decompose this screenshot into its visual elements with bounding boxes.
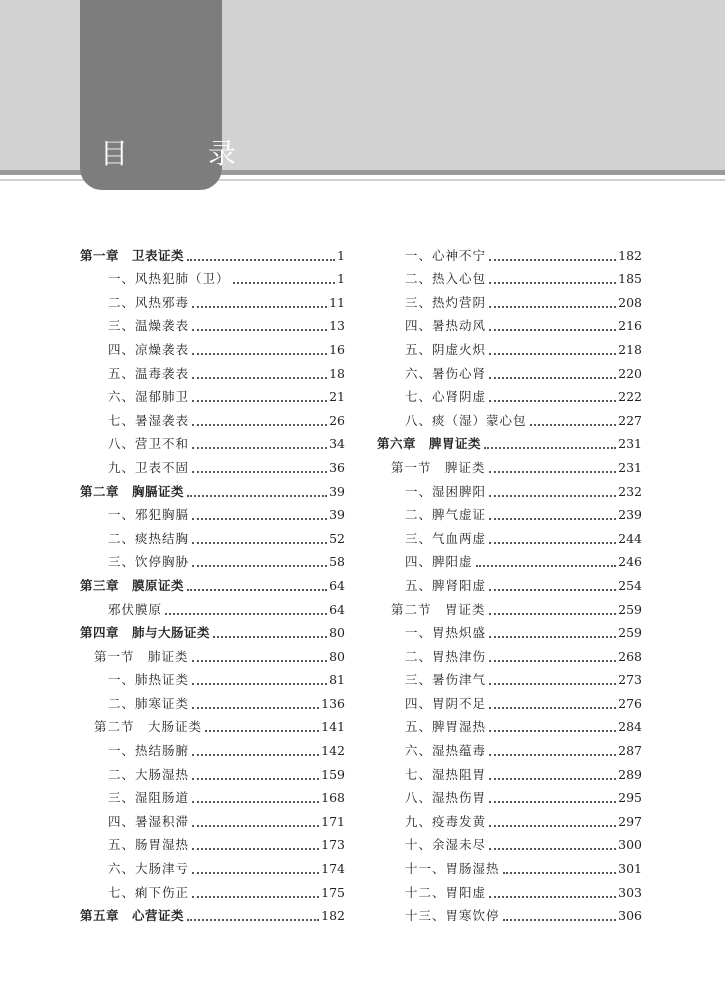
toc-entry-item[interactable] <box>80 688 345 712</box>
toc-leader-dots <box>489 660 616 662</box>
toc-leader-dots <box>489 636 616 638</box>
toc-entry-item[interactable] <box>80 806 345 830</box>
toc-entry-label: 第二节 大肠证类 <box>94 719 203 735</box>
toc-leader-dots <box>192 707 319 709</box>
toc-entry-item[interactable] <box>377 853 642 877</box>
toc-leader-dots <box>476 565 617 567</box>
toc-entry-page-number: 52 <box>329 530 345 546</box>
toc-entry-item[interactable] <box>80 783 345 807</box>
toc-leader-dots <box>192 825 319 827</box>
toc-entry-page-number: 182 <box>321 908 345 924</box>
toc-entry-page-number: 259 <box>618 601 642 617</box>
toc-entry-item[interactable] <box>377 311 642 335</box>
toc-leader-dots <box>503 872 617 874</box>
toc-leader-dots <box>187 589 327 591</box>
toc-entry-page-number: 246 <box>618 554 642 570</box>
toc-entry-page-number: 295 <box>618 790 642 806</box>
toc-entry-item[interactable] <box>377 570 642 594</box>
toc-leader-dots <box>489 353 616 355</box>
toc-entry-page-number: 254 <box>618 577 642 593</box>
toc-entry-page-number: 16 <box>329 341 345 357</box>
toc-entry-page-number: 268 <box>618 648 642 664</box>
toc-leader-dots <box>192 353 327 355</box>
toc-entry-page-number: 303 <box>618 884 642 900</box>
toc-entry-label: 五、温毒袭表 <box>108 365 190 381</box>
toc-leader-dots <box>165 613 327 615</box>
toc-leader-dots <box>205 730 319 732</box>
toc-entry-label: 六、暑伤心肾 <box>405 365 487 381</box>
toc-entry-item[interactable] <box>377 735 642 759</box>
toc-entry-label: 三、暑伤津气 <box>405 672 487 688</box>
toc-entry-label: 一、肺热证类 <box>108 672 190 688</box>
toc-entry-label: 五、脾肾阳虚 <box>405 577 487 593</box>
toc-entry-chapter[interactable] <box>80 570 345 594</box>
toc-leader-dots <box>192 872 319 874</box>
toc-entry-page-number: 284 <box>618 719 642 735</box>
toc-entry-label: 一、风热犯肺（卫） <box>108 271 230 287</box>
toc-entry-page-number: 185 <box>618 271 642 287</box>
toc-entry-label: 四、暑湿积滞 <box>108 813 190 829</box>
toc-entry-item[interactable] <box>377 264 642 288</box>
toc-entry-label: 三、湿阻肠道 <box>108 790 190 806</box>
toc-entry-item[interactable] <box>80 665 345 689</box>
toc-entry-item[interactable] <box>80 853 345 877</box>
toc-entry-label: 八、湿热伤胃 <box>405 790 487 806</box>
toc-entry-item[interactable] <box>377 476 642 500</box>
toc-entry-item[interactable] <box>80 500 345 524</box>
toc-entry-item[interactable] <box>80 334 345 358</box>
toc-leader-dots <box>192 801 319 803</box>
toc-entry-label: 第一节 脾证类 <box>391 459 486 475</box>
toc-entry-label: 三、温燥袭表 <box>108 318 190 334</box>
toc-entry-item[interactable] <box>377 547 642 571</box>
toc-entry-label: 七、痢下伤正 <box>108 884 190 900</box>
toc-entry-page-number: 26 <box>329 412 345 428</box>
toc-entry-label: 二、脾气虚证 <box>405 507 487 523</box>
toc-entry-label: 二、热入心包 <box>405 271 487 287</box>
toc-entry-label: 八、痰（湿）蒙心包 <box>405 412 527 428</box>
toc-entry-label: 十二、胃阳虚 <box>405 884 487 900</box>
toc-entry-page-number: 208 <box>618 294 642 310</box>
toc-entry-item[interactable] <box>80 429 345 453</box>
toc-entry-label: 四、暑热动风 <box>405 318 487 334</box>
toc-entry-page-number: 175 <box>321 884 345 900</box>
toc-leader-dots <box>489 896 616 898</box>
toc-entry-label: 四、凉燥袭表 <box>108 341 190 357</box>
toc-entry-page-number: 259 <box>618 625 642 641</box>
toc-entry-page-number: 64 <box>329 577 345 593</box>
toc-leader-dots <box>192 896 319 898</box>
toc-entry-page-number: 276 <box>618 695 642 711</box>
toc-entry-chapter[interactable] <box>80 901 345 925</box>
toc-entry-page-number: 289 <box>618 766 642 782</box>
toc-entry-item[interactable] <box>377 806 642 830</box>
toc-entry-page-number: 232 <box>618 483 642 499</box>
toc-entry-item[interactable] <box>377 877 642 901</box>
toc-entry-item[interactable] <box>80 311 345 335</box>
toc-entry-item[interactable] <box>377 712 642 736</box>
toc-leader-dots <box>489 400 616 402</box>
toc-entry-label: 一、胃热炽盛 <box>405 625 487 641</box>
toc-leader-dots <box>213 636 327 638</box>
toc-leader-dots <box>489 825 616 827</box>
toc-entry-item[interactable] <box>80 594 345 618</box>
toc-entry-item[interactable] <box>80 735 345 759</box>
toc-entry-label: 四、胃阴不足 <box>405 695 487 711</box>
toc-column-left <box>80 240 345 924</box>
toc-leader-dots <box>192 400 327 402</box>
toc-entry-item[interactable] <box>80 264 345 288</box>
toc-entry-label: 十、余湿未尽 <box>405 837 487 853</box>
toc-entry-label: 五、阴虚火炽 <box>405 341 487 357</box>
toc-entry-item[interactable] <box>377 523 642 547</box>
toc-entry-item[interactable] <box>80 382 345 406</box>
toc-leader-dots <box>530 424 617 426</box>
toc-entry-item[interactable] <box>377 405 642 429</box>
toc-leader-dots <box>192 471 327 473</box>
toc-entry-section[interactable] <box>377 594 642 618</box>
toc-entry-label: 第三章 膜原证类 <box>80 577 185 593</box>
toc-entry-page-number: 141 <box>321 719 345 735</box>
toc-leader-dots <box>192 518 327 520</box>
toc-leader-dots <box>192 778 319 780</box>
toc-entry-item[interactable] <box>377 240 642 264</box>
toc-entry-label: 七、湿热阻胃 <box>405 766 487 782</box>
toc-entry-page-number: 11 <box>329 294 345 310</box>
toc-entry-item[interactable] <box>80 523 345 547</box>
toc-leader-dots <box>489 801 616 803</box>
toc-leader-dots <box>192 377 327 379</box>
toc-entry-item[interactable] <box>377 830 642 854</box>
toc-leader-dots <box>187 919 319 921</box>
toc-entry-item[interactable] <box>377 500 642 524</box>
toc-entry-label: 第一节 肺证类 <box>94 648 189 664</box>
toc-entry-page-number: 36 <box>329 459 345 475</box>
toc-entry-page-number: 39 <box>329 507 345 523</box>
toc-leader-dots <box>489 613 617 615</box>
toc-leader-dots <box>192 683 327 685</box>
toc-leader-dots <box>489 259 616 261</box>
toc-entry-page-number: 80 <box>329 648 345 664</box>
toc-entry-item[interactable] <box>80 405 345 429</box>
toc-entry-section[interactable] <box>377 452 642 476</box>
toc-entry-page-number: 168 <box>321 790 345 806</box>
toc-entry-label: 一、邪犯胸膈 <box>108 507 190 523</box>
toc-entry-section[interactable] <box>80 641 345 665</box>
toc-entry-label: 第四章 肺与大肠证类 <box>80 625 211 641</box>
toc-leader-dots <box>489 707 616 709</box>
toc-entry-label: 二、风热邪毒 <box>108 294 190 310</box>
toc-entry-item[interactable] <box>80 358 345 382</box>
toc-entry-item[interactable] <box>80 452 345 476</box>
toc-column-right <box>377 240 642 924</box>
toc-entry-label: 十一、胃肠湿热 <box>405 861 500 877</box>
toc-leader-dots <box>489 518 616 520</box>
toc-entry-page-number: 64 <box>329 601 345 617</box>
toc-entry-page-number: 136 <box>321 695 345 711</box>
toc-entry-item[interactable] <box>377 334 642 358</box>
toc-entry-page-number: 300 <box>618 837 642 853</box>
toc-entry-label: 三、热灼营阴 <box>405 294 487 310</box>
toc-leader-dots <box>192 848 319 850</box>
toc-leader-dots <box>192 754 319 756</box>
toc-leader-dots <box>489 306 616 308</box>
toc-entry-label: 五、脾胃湿热 <box>405 719 487 735</box>
toc-entry-label: 第二节 胃证类 <box>391 601 486 617</box>
toc-entry-page-number: 159 <box>321 766 345 782</box>
toc-entry-label: 一、热结肠腑 <box>108 743 190 759</box>
toc-entry-label: 第一章 卫表证类 <box>80 247 185 263</box>
toc-entry-label: 六、湿热蕴毒 <box>405 743 487 759</box>
toc-leader-dots <box>489 329 616 331</box>
toc-entry-label: 七、暑湿袭表 <box>108 412 190 428</box>
toc-leader-dots <box>489 282 616 284</box>
toc-entry-item[interactable] <box>377 287 642 311</box>
toc-entry-item[interactable] <box>80 287 345 311</box>
toc-leader-dots <box>192 542 327 544</box>
toc-entry-page-number: 239 <box>618 507 642 523</box>
toc-entry-label: 九、疫毒发黄 <box>405 813 487 829</box>
toc-entry-label: 三、气血两虚 <box>405 530 487 546</box>
toc-entry-page-number: 244 <box>618 530 642 546</box>
toc-entry-chapter[interactable] <box>377 429 642 453</box>
toc-entry-page-number: 13 <box>329 318 345 334</box>
toc-entry-page-number: 301 <box>618 861 642 877</box>
toc-entry-chapter[interactable] <box>80 240 345 264</box>
toc-entry-item[interactable] <box>80 830 345 854</box>
toc-leader-dots <box>192 447 327 449</box>
toc-entry-page-number: 39 <box>329 483 345 499</box>
toc-entry-page-number: 58 <box>329 554 345 570</box>
toc-entry-label: 一、心神不宁 <box>405 247 487 263</box>
toc-leader-dots <box>489 754 616 756</box>
toc-entry-label: 六、大肠津亏 <box>108 861 190 877</box>
toc-leader-dots <box>192 424 327 426</box>
toc-entry-label: 邪伏膜原 <box>108 601 163 617</box>
toc-leader-dots <box>489 848 616 850</box>
toc-entry-chapter[interactable] <box>80 618 345 642</box>
toc-leader-dots <box>489 730 616 732</box>
toc-entry-item[interactable] <box>377 688 642 712</box>
toc-entry-page-number: 297 <box>618 813 642 829</box>
toc-leader-dots <box>489 683 616 685</box>
toc-entry-page-number: 174 <box>321 861 345 877</box>
toc-entry-item[interactable] <box>377 618 642 642</box>
toc-leader-dots <box>187 495 327 497</box>
toc-leader-dots <box>233 282 336 284</box>
toc-leader-dots <box>484 447 616 449</box>
toc-entry-page-number: 220 <box>618 365 642 381</box>
toc-entry-page-number: 287 <box>618 743 642 759</box>
toc-entry-page-number: 306 <box>618 908 642 924</box>
toc-entry-page-number: 173 <box>321 837 345 853</box>
toc-entry-label: 第六章 脾胃证类 <box>377 436 482 452</box>
toc-entry-label: 七、心肾阴虚 <box>405 389 487 405</box>
toc-entry-label: 十三、胃寒饮停 <box>405 908 500 924</box>
toc-entry-item[interactable] <box>80 877 345 901</box>
toc-entry-item[interactable] <box>377 358 642 382</box>
toc-leader-dots <box>489 542 616 544</box>
toc-entry-item[interactable] <box>377 382 642 406</box>
toc-entry-item[interactable] <box>377 759 642 783</box>
toc-leader-dots <box>503 919 617 921</box>
toc-leader-dots <box>489 471 617 473</box>
toc-entry-label: 九、卫表不固 <box>108 459 190 475</box>
toc-entry-page-number: 142 <box>321 743 345 759</box>
toc-entry-page-number: 273 <box>618 672 642 688</box>
toc-leader-dots <box>187 259 335 261</box>
toc-entry-label: 八、营卫不和 <box>108 436 190 452</box>
toc-entry-item[interactable] <box>377 665 642 689</box>
toc-entry-label: 三、饮停胸胁 <box>108 554 190 570</box>
toc-entry-page-number: 218 <box>618 341 642 357</box>
toc-entry-label: 四、脾阳虚 <box>405 554 473 570</box>
toc-entry-label: 五、肠胃湿热 <box>108 837 190 853</box>
toc-leader-dots <box>192 565 327 567</box>
toc-entry-section[interactable] <box>80 712 345 736</box>
toc-entry-page-number: 231 <box>618 459 642 475</box>
toc-entry-page-number: 1 <box>337 271 345 287</box>
page-title: 目 录 <box>100 137 263 170</box>
toc-leader-dots <box>489 377 616 379</box>
toc-entry-page-number: 21 <box>329 389 345 405</box>
toc-leader-dots <box>489 589 616 591</box>
toc-leader-dots <box>192 306 327 308</box>
toc-entry-label: 第二章 胸膈证类 <box>80 483 185 499</box>
toc-entry-page-number: 222 <box>618 389 642 405</box>
toc-entry-label: 第五章 心营证类 <box>80 908 185 924</box>
toc-entry-item[interactable] <box>377 901 642 925</box>
toc-entry-label: 二、大肠湿热 <box>108 766 190 782</box>
toc-entry-page-number: 80 <box>329 625 345 641</box>
toc-entry-page-number: 81 <box>329 672 345 688</box>
toc-entry-item[interactable] <box>377 783 642 807</box>
toc-entry-page-number: 1 <box>337 247 345 263</box>
toc-entry-label: 六、湿郁肺卫 <box>108 389 190 405</box>
toc-entry-item[interactable] <box>377 641 642 665</box>
toc-entry-label: 一、湿困脾阳 <box>405 483 487 499</box>
toc-entry-page-number: 34 <box>329 436 345 452</box>
toc-entry-page-number: 182 <box>618 247 642 263</box>
toc-entry-page-number: 216 <box>618 318 642 334</box>
toc-leader-dots <box>489 778 616 780</box>
toc-leader-dots <box>192 660 328 662</box>
toc-entry-label: 二、肺寒证类 <box>108 695 190 711</box>
toc-entry-label: 二、痰热结胸 <box>108 530 190 546</box>
toc-entry-page-number: 18 <box>329 365 345 381</box>
toc-leader-dots <box>489 495 616 497</box>
toc-entry-page-number: 231 <box>618 436 642 452</box>
toc-entry-item[interactable] <box>80 547 345 571</box>
toc-entry-label: 二、胃热津伤 <box>405 648 487 664</box>
toc-entry-chapter[interactable] <box>80 476 345 500</box>
toc-entry-item[interactable] <box>80 759 345 783</box>
toc-leader-dots <box>192 329 327 331</box>
toc-entry-page-number: 227 <box>618 412 642 428</box>
toc-entry-page-number: 171 <box>321 813 345 829</box>
